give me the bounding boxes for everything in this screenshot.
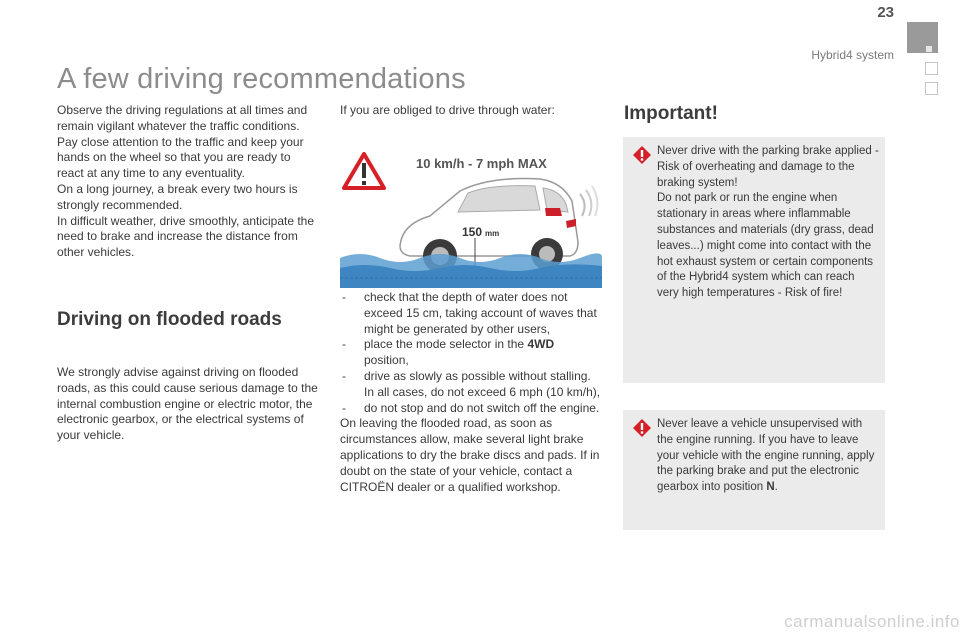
corner-square-filled	[907, 22, 938, 53]
instruction-item: - check that the depth of water does not exceed 15 cm, taking account of waves that might be generated by other users,	[342, 290, 597, 336]
warning-exclamation-icon	[632, 418, 652, 438]
water-surface	[340, 253, 602, 288]
water-instructions	[340, 290, 602, 495]
intro-paragraph	[57, 103, 319, 261]
after-flood-paragraph: On leaving the flooded road, as soon as circumstances allow, make several light brake applications to dry the brake discs and pads. If in doubt on the state of your vehicle, contact a CITROËN dealer or a qualified workshop.	[340, 416, 600, 494]
depth-unit: mm	[485, 229, 500, 238]
intro-line: Observe the driving regulations at all times and remain vigilant whatever the traffic conditions.	[57, 103, 308, 133]
intro-line: In difficult weather, drive smoothly, anticipate the need to brake and increase the distance from other vehicles.	[57, 213, 315, 260]
depth-value: 150	[462, 225, 483, 239]
corner-square-outline	[925, 62, 938, 75]
page-number: 23	[877, 4, 894, 21]
warning-text: Never leave a vehicle unsupervised with the engine running. If you have to leave your vehicle with the engine running, apply the parking brake and put the electronic gearbox into position N.	[657, 418, 875, 494]
intro-line: Pay close attention to the traffic and keep your hands on the wheel so that you are ready to react at any time to any eventuality.	[57, 134, 304, 181]
warning-exclamation-icon	[632, 145, 652, 165]
section-name: Hybrid4 system	[811, 48, 894, 62]
speed-limit-label: 10 km/h - 7 mph MAX	[416, 156, 547, 171]
important-heading: Important!	[624, 103, 718, 124]
section-heading-flooded-roads: Driving on flooded roads	[57, 309, 282, 330]
gear-position-n: N	[766, 481, 775, 494]
instruction-item: - do not stop and do not switch off the engine.	[342, 400, 600, 415]
page-title: A few driving recommendations	[57, 63, 466, 95]
flood-illustration	[340, 146, 602, 288]
water-intro-text: If you are obliged to drive through water:	[340, 103, 555, 117]
mode-4wd: 4WD	[527, 337, 555, 352]
corner-square-outline	[925, 82, 938, 95]
warning-box-parking-brake	[623, 137, 885, 383]
instruction-item: - place the mode selector in the 4WD position,	[342, 337, 555, 368]
warning-text: Never drive with the parking brake applied - Risk of overheating and damage to the braking system! Do not park or run the engine when stationary in areas where inflammable substances and materials (dry grass, dead leaves...) might come into contact with the hot exhaust system or certain components of the Hybrid4 system which can reach very high temperatures - Risk of fire!	[657, 145, 879, 300]
warning-box-unsupervised	[623, 410, 885, 530]
flooded-roads-paragraph: We strongly advise against driving on flooded roads, as this could cause serious damage to the internal combustion engine or electric motor, the electronic gearbox, or the electrical systems of your vehicle.	[57, 365, 318, 443]
intro-line: On a long journey, a break every two hours is strongly recommended.	[57, 181, 298, 212]
watermark: carmanualsonline.info	[784, 612, 960, 631]
warning-triangle-icon	[344, 154, 384, 188]
instruction-item: - drive as slowly as possible without stalling. In all cases, do not exceed 6 mph (10 km/h),	[342, 368, 601, 399]
